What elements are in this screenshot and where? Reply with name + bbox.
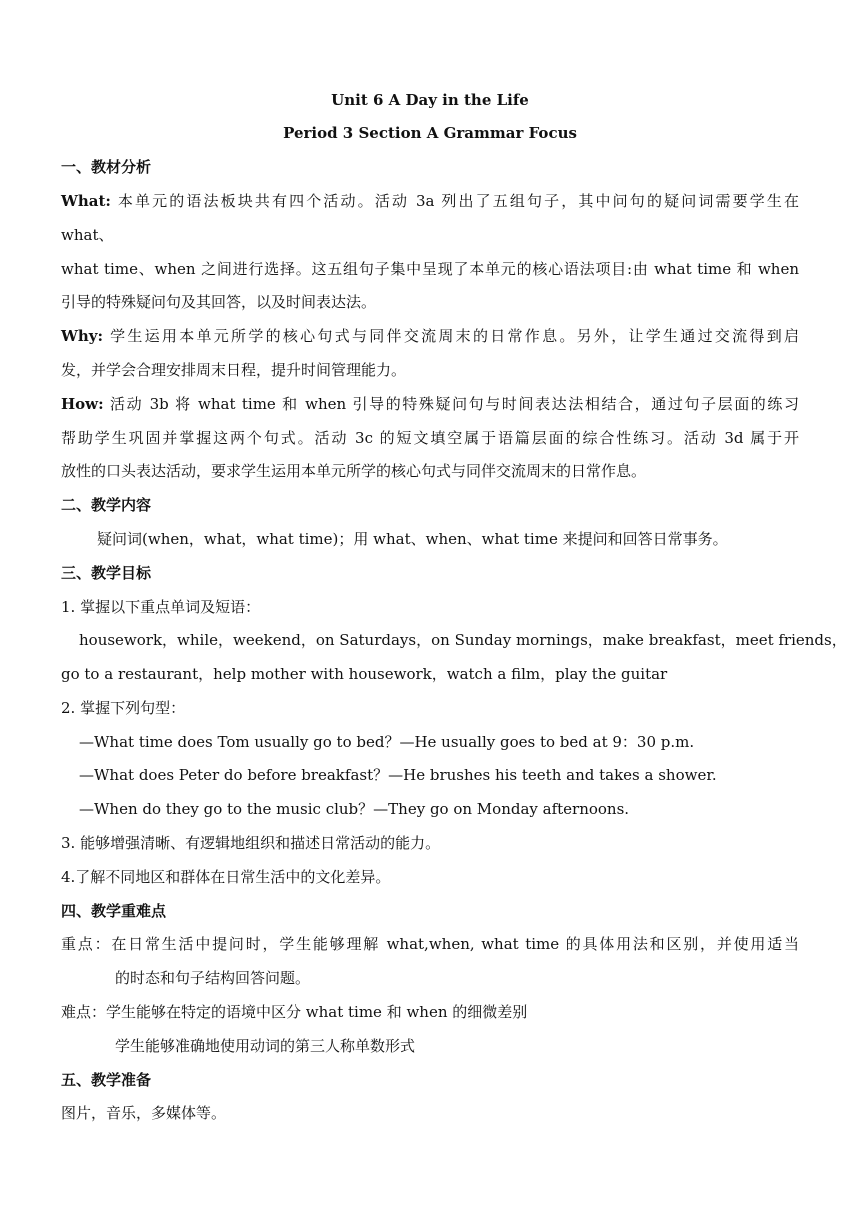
how-line-1 xyxy=(61,394,799,414)
goal-4: 4.了解不同地区和群体在日常生活中的文化差异。 xyxy=(61,868,391,886)
why-line-1 xyxy=(61,326,799,346)
what-text-1: 本单元的语法板块共有四个活动。活动 3a 列出了五组句子，其中问句的疑问词需要学生在 xyxy=(117,192,799,210)
how-line-3: 放性的口头表达活动，要求学生运用本单元所学的核心句式与同伴交流周末的日常作息。 xyxy=(61,462,647,480)
what-line-1 xyxy=(61,191,799,211)
vocab-line-2: go to a restaurant，help mother with housework，watch a film，play the guitar xyxy=(61,665,668,683)
what-line-2: what、 xyxy=(61,226,114,244)
section-5-heading: 五、教学准备 xyxy=(61,1071,152,1089)
what-line-3: what time、when 之间进行选择。这五组句子集中呈现了本单元的核心语法项目:由 what time 和 when xyxy=(61,260,799,278)
key-point-line-1: 重点：在日常生活中提问时，学生能够理解 what,when, what time 的具体用法和区别，并使用适当 xyxy=(61,935,799,953)
vocab-line-1: housework，while，weekend，on Saturdays，on Sunday mornings，make breakfast，meet friends， xyxy=(79,631,847,649)
goal-3: 3. 能够增强清晰、有逻辑地组织和描述日常活动的能力。 xyxy=(61,834,441,852)
sentence-1: —What time does Tom usually go to bed？—He usually goes to bed at 9：30 p.m. xyxy=(79,733,695,751)
how-label: How: xyxy=(61,395,104,413)
why-text-1: 学生运用本单元所学的核心句式与同伴交流周末的日常作息。另外，让学生通过交流得到启 xyxy=(110,327,799,345)
what-label: What: xyxy=(61,192,111,210)
goal-1: 1. 掌握以下重点单词及短语： xyxy=(61,598,261,616)
sentence-2: —What does Peter do before breakfast？—He brushes his teeth and takes a shower. xyxy=(79,766,717,784)
section-2-heading: 二、教学内容 xyxy=(61,496,152,514)
why-label: Why: xyxy=(61,327,104,345)
goal-2: 2. 掌握下列句型： xyxy=(61,699,186,717)
how-line-2: 帮助学生巩固并掌握这两个句式。活动 3c 的短文填空属于语篇层面的综合性练习。活动 3d 属于开 xyxy=(61,429,799,447)
what-line-4: 引导的特殊疑问句及其回答，以及时间表达法。 xyxy=(61,293,377,311)
preparation-line: 图片，音乐，多媒体等。 xyxy=(61,1104,227,1122)
difficult-point-line-2: 学生能够准确地使用动词的第三人称单数形式 xyxy=(115,1037,416,1055)
how-text-1: 活动 3b 将 what time 和 when 引导的特殊疑问句与时间表达法相结合，通过句子层面的练习 xyxy=(110,395,799,413)
content-line: 疑问词(when，what，what time)；用 what、when、what time 来提问和回答日常事务。 xyxy=(97,530,728,548)
section-4-heading: 四、教学重难点 xyxy=(61,902,167,920)
document-subtitle: Period 3 Section A Grammar Focus xyxy=(283,124,577,142)
section-1-heading: 一、教材分析 xyxy=(61,158,152,176)
why-line-2: 发，并学会合理安排周末日程，提升时间管理能力。 xyxy=(61,361,407,379)
sentence-3: —When do they go to the music club？—They go on Monday afternoons. xyxy=(79,800,630,818)
document-title: Unit 6 A Day in the Life xyxy=(331,91,529,109)
difficult-point-line-1: 难点：学生能够在特定的语境中区分 what time 和 when 的细微差别 xyxy=(61,1003,528,1021)
key-point-line-2: 的时态和句子结构回答问题。 xyxy=(115,969,311,987)
section-3-heading: 三、教学目标 xyxy=(61,564,152,582)
